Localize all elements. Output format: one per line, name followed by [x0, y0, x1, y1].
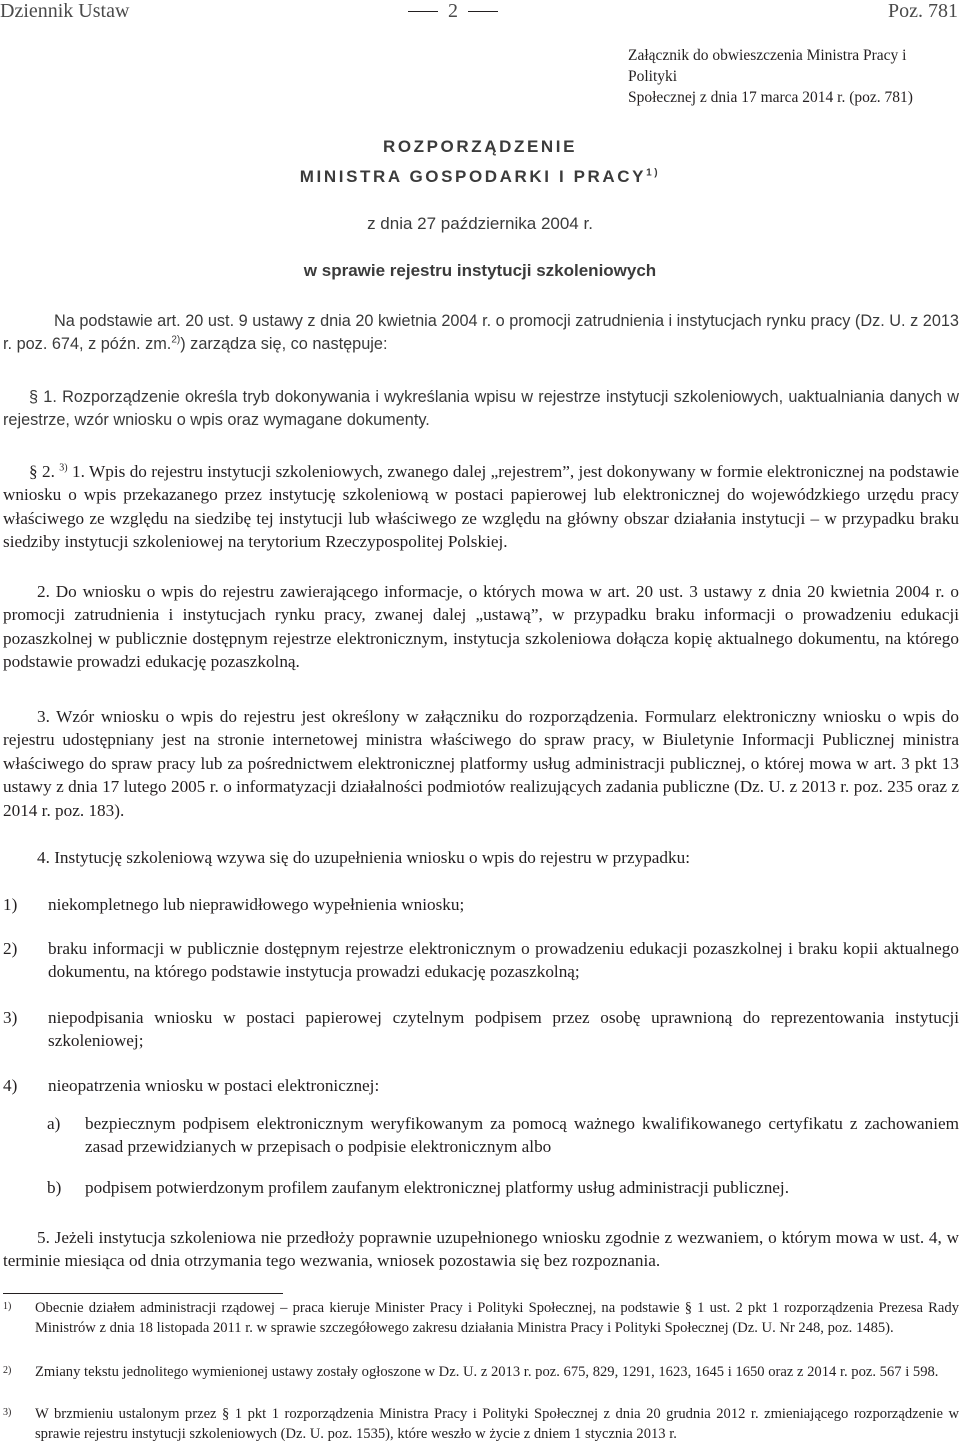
footnote-text: Obecnie działem administracji rządowej – praca kieruje Minister Pracy i Polityki Społecznej, na podstawie § 1 ust. 2 pkt 1 rozporządzenia Prezesa Rady Ministrów z dnia 18 listopada 2011 r. w sprawie szczegółowego zakresu działania Ministra Pracy i Polityki Społecznej (Dz. U. Nr 248, poz. 1485).: [35, 1300, 959, 1336]
position-number: Poz. 781: [888, 0, 958, 22]
paragraph-2-ust-3: 3. Wzór wniosku o wpis do rejestru jest określony w załączniku do rozporządzenia. Formularz elektroniczny wniosku o wpis do rejestru udostępniany jest na stronie internetowej ministra właściwego do spraw pracy, w Biuletynie Informacji Publicznej ministra właściwego do spraw pracy lub za pośrednictwem elektronicznej platformy usług administracji publicznej, o której mowa w art. 3 pkt 13 ustawy z dnia 17 lutego 2005 r. o informatyzacji działalności podmiotów realizujących zadania publiczne (Dz. U. z 2013 r. poz. 235 oraz z 2014 r. poz. 183).: [3, 707, 959, 820]
list-item-text: braku informacji w publicznie dostępnym rejestrze elektronicznym o prowadzeniu edukacji pozaszkolnej i braku kopii aktualnego dokumentu, na którego podstawie instytucja prowadzi edukację pozaszkolną;: [48, 939, 959, 982]
paragraph-2-ust-1: [3, 460, 959, 554]
paragraph-2-ust-1-text: 1. Wpis do rejestru instytucji szkoleniowych, zwanego dalej „rejestrem”, jest dokonywany w formie elektronicznej na podstawie wniosku o wpis przekazanego przez instytucję szkoleniową w postaci papierowej lub elektronicznej do wojewódzkiego urzędu pracy właściwego ze względu na siedzibę tej instytucji lub właściwego ze względu na główny obszar działania instytucji – w przypadku braku siedziby instytucji szkoleniowej na terytorium Rzeczypospolitej Polskiej.: [3, 462, 960, 552]
footnote-ref-2: 2): [171, 334, 181, 346]
preamble-text-end: ) zarządza się, co następuje:: [180, 335, 388, 354]
preamble-text: Na podstawie art. 20 ust. 9 ustawy z dnia 20 kwietnia 2004 r. o promocji zatrudnienia i instytucjach rynku pracy (Dz. U. z 2013 r. poz. 674, z późn. zm.: [3, 312, 959, 354]
preamble: [3, 310, 959, 357]
footnote-number: 2): [3, 1365, 12, 1376]
footnote-number: 3): [3, 1407, 12, 1418]
sub-list-item-text: bezpiecznym podpisem elektronicznym weryfikowanym za pomocą ważnego kwalifikowanego certyfikatu z zachowaniem zasad przewidzianych w przepisach o podpisie elektronicznym albo: [85, 1114, 959, 1157]
list-item-number: 2): [3, 939, 18, 958]
issuer-title: [0, 167, 960, 187]
list-item-number: 1): [3, 895, 18, 914]
sub-list-item-letter: a): [47, 1114, 61, 1133]
page-header: [0, 0, 960, 26]
list-item-text: nieopatrzenia wniosku w postaci elektronicznej:: [48, 1076, 380, 1095]
regulation-date: z dnia 27 października 2004 r.: [367, 214, 593, 233]
footnote-divider: [3, 1293, 283, 1294]
footnote-ref-1: 1): [646, 167, 661, 179]
footnote-number: 1): [3, 1301, 12, 1312]
sub-list-item-text: podpisem potwierdzonym profilem zaufanym elektronicznej platformy usług administracji publicznej.: [85, 1178, 790, 1197]
paragraph-2-ust-4: 4. Instytucję szkoleniową wzywa się do uzupełnienia wniosku o wpis do rejestru w przypadku:: [37, 848, 690, 867]
list-item-text: niekompletnego lub nieprawidłowego wypełnienia wniosku;: [48, 895, 465, 914]
paragraph-2-lead: § 2.: [29, 462, 55, 481]
journal-name: Dziennik Ustaw: [0, 0, 130, 22]
paragraph-2-ust-5: 5. Jeżeli instytucja szkoleniowa nie przedłoży poprawnie uzupełnionego wniosku zgodnie z wezwaniem, o którym mowa w ust. 4, w terminie miesiąca od dnia otrzymania tego wezwania, wniosek pozostawia się bez rozpoznania.: [3, 1228, 959, 1271]
paragraph-1: § 1. Rozporządzenie określa tryb dokonywania i wykreślania wpisu w rejestrze instytucji szkoleniowych, uaktualniania danych w rejestrze, wzór wniosku o wpis oraz wymagane dokumenty.: [3, 388, 959, 430]
footnote-text: W brzmieniu ustalonym przez § 1 pkt 1 rozporządzenia Ministra Pracy i Polityki Społecznej z dnia 20 grudnia 2012 r. zmieniającego rozporządzenie w sprawie rejestru instytucji szkoleniowych (Dz. U. poz. 1535), które weszło w życie z dniem 1 stycznia 2013 r.: [35, 1406, 959, 1442]
annex-note: [628, 45, 958, 108]
list-item-number: 3): [3, 1008, 18, 1027]
header-rule-left: [408, 11, 438, 12]
list-item-number: 4): [3, 1076, 18, 1095]
regulation-subject: w sprawie rejestru instytucji szkoleniowych: [303, 261, 657, 280]
footnote-text: Zmiany tekstu jednolitego wymienionej ustawy zostały ogłoszone w Dz. U. z 2013 r. poz. 675, 829, 1291, 1623, 1645 i 1650 oraz z 2014 r. poz. 567 i 598.: [35, 1364, 939, 1380]
annex-line-1: Załącznik do obwieszczenia Ministra Pracy i Polityki: [628, 47, 907, 85]
sub-list-item-letter: b): [47, 1178, 62, 1197]
footnote-ref-3: 3): [59, 462, 68, 474]
annex-line-2: Społecznej z dnia 17 marca 2014 r. (poz. 781): [628, 89, 913, 106]
page-number: 2: [448, 0, 458, 22]
list-item-text: niepodpisania wniosku w postaci papierowej czytelnym podpisem przez osobę uprawnioną do reprezentowania instytucji szkoleniowej;: [48, 1008, 959, 1051]
issuer-name: MINISTRA GOSPODARKI I PRACY: [299, 167, 647, 186]
regulation-title: ROZPORZĄDZENIE: [382, 137, 578, 156]
header-rule-right: [468, 11, 498, 12]
paragraph-2-ust-2: 2. Do wniosku o wpis do rejestru zawierającego informacje, o których mowa w art. 20 ust. 3 ustawy z dnia 20 kwietnia 2004 r. o promocji zatrudnienia i instytucjach rynku pracy, zwanej dalej „ustawą”, w przypadku braku informacji o prowadzeniu edukacji pozaszkolnej w publicznie dostępnym rejestrze elektronicznym, instytucja szkoleniowa dołącza kopię aktualnego dokumentu, na którego podstawie prowadzi edukację pozaszkolną.: [3, 582, 959, 672]
